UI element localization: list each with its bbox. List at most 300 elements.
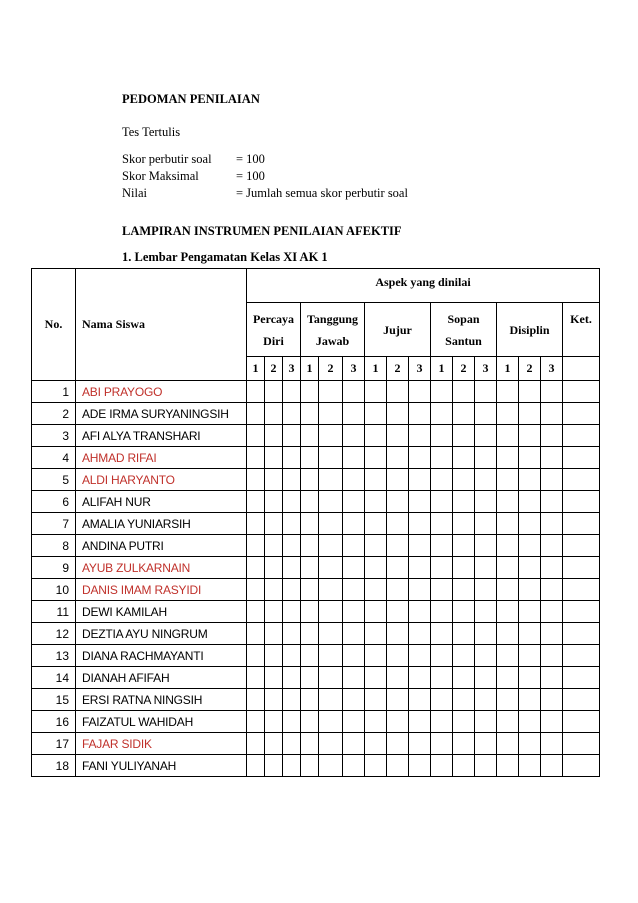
score-cell[interactable] — [453, 689, 475, 711]
score-cell[interactable] — [409, 601, 431, 623]
score-cell[interactable] — [453, 711, 475, 733]
score-cell[interactable] — [409, 535, 431, 557]
score-cell[interactable] — [497, 469, 519, 491]
score-cell[interactable] — [343, 425, 365, 447]
score-cell[interactable] — [301, 513, 319, 535]
score-cell[interactable] — [343, 491, 365, 513]
score-cell[interactable] — [541, 557, 563, 579]
score-cell[interactable] — [497, 755, 519, 777]
score-cell[interactable] — [409, 403, 431, 425]
score-cell[interactable] — [301, 491, 319, 513]
score-cell[interactable] — [319, 447, 343, 469]
score-cell[interactable] — [365, 491, 387, 513]
score-cell[interactable] — [265, 381, 283, 403]
score-cell[interactable] — [453, 513, 475, 535]
score-cell[interactable] — [343, 623, 365, 645]
score-cell[interactable] — [409, 557, 431, 579]
score-cell[interactable] — [541, 689, 563, 711]
score-cell[interactable] — [343, 645, 365, 667]
score-cell[interactable] — [247, 645, 265, 667]
score-cell[interactable] — [475, 711, 497, 733]
score-cell[interactable] — [409, 425, 431, 447]
table-row — [32, 469, 600, 491]
score-cell[interactable] — [453, 447, 475, 469]
row-number: 11 — [32, 601, 76, 623]
score-cell[interactable] — [283, 557, 301, 579]
ket-cell[interactable] — [563, 623, 600, 645]
score-cell[interactable] — [301, 469, 319, 491]
score-cell[interactable] — [247, 755, 265, 777]
score-cell[interactable] — [475, 535, 497, 557]
score-cell[interactable] — [387, 667, 409, 689]
score-cell[interactable] — [497, 623, 519, 645]
score-cell[interactable] — [343, 601, 365, 623]
score-cell[interactable] — [431, 733, 453, 755]
score-cell[interactable] — [283, 579, 301, 601]
score-cell[interactable] — [453, 733, 475, 755]
score-cell[interactable] — [519, 645, 541, 667]
score-cell[interactable] — [453, 667, 475, 689]
score-cell[interactable] — [265, 601, 283, 623]
score-cell[interactable] — [409, 579, 431, 601]
score-cell[interactable] — [301, 733, 319, 755]
score-cell[interactable] — [319, 403, 343, 425]
score-cell[interactable] — [387, 689, 409, 711]
score-cell[interactable] — [497, 425, 519, 447]
score-cell[interactable] — [497, 667, 519, 689]
score-cell[interactable] — [497, 733, 519, 755]
score-cell[interactable] — [387, 403, 409, 425]
score-cell[interactable] — [301, 579, 319, 601]
score-cell[interactable] — [319, 601, 343, 623]
score-cell[interactable] — [343, 469, 365, 491]
score-cell[interactable] — [409, 469, 431, 491]
score-cell[interactable] — [343, 557, 365, 579]
score-cell[interactable] — [283, 381, 301, 403]
score-cell[interactable] — [265, 469, 283, 491]
score-cell[interactable] — [365, 469, 387, 491]
score-cell[interactable] — [431, 447, 453, 469]
score-cell[interactable] — [301, 535, 319, 557]
score-cell[interactable] — [283, 491, 301, 513]
score-cell[interactable] — [431, 491, 453, 513]
score-cell[interactable] — [497, 491, 519, 513]
score-cell[interactable] — [497, 557, 519, 579]
score-cell[interactable] — [365, 513, 387, 535]
score-cell[interactable] — [541, 645, 563, 667]
score-cell[interactable] — [409, 733, 431, 755]
score-cell[interactable] — [497, 689, 519, 711]
score-cell[interactable] — [283, 447, 301, 469]
score-cell[interactable] — [387, 491, 409, 513]
score-label: 3 — [475, 357, 497, 381]
ket-cell[interactable] — [563, 513, 600, 535]
score-cell[interactable] — [387, 601, 409, 623]
score-cell[interactable] — [475, 689, 497, 711]
score-cell[interactable] — [265, 755, 283, 777]
score-cell[interactable] — [475, 601, 497, 623]
student-name: DIANAH AFIFAH — [76, 667, 247, 689]
ket-cell[interactable] — [563, 403, 600, 425]
ket-cell[interactable] — [563, 425, 600, 447]
score-cell[interactable] — [343, 513, 365, 535]
score-cell[interactable] — [519, 447, 541, 469]
score-cell[interactable] — [453, 491, 475, 513]
score-cell[interactable] — [453, 535, 475, 557]
score-cell[interactable] — [265, 579, 283, 601]
score-cell[interactable] — [541, 711, 563, 733]
ket-cell[interactable] — [563, 733, 600, 755]
score-cell[interactable] — [387, 447, 409, 469]
score-cell[interactable] — [453, 403, 475, 425]
score-cell[interactable] — [541, 623, 563, 645]
ket-cell[interactable] — [563, 535, 600, 557]
score-cell[interactable] — [283, 425, 301, 447]
score-cell[interactable] — [519, 469, 541, 491]
score-cell[interactable] — [453, 755, 475, 777]
score-cell[interactable] — [475, 645, 497, 667]
score-cell[interactable] — [247, 667, 265, 689]
score-cell[interactable] — [365, 403, 387, 425]
score-cell[interactable] — [365, 623, 387, 645]
score-cell[interactable] — [283, 733, 301, 755]
score-cell[interactable] — [497, 711, 519, 733]
score-cell[interactable] — [283, 513, 301, 535]
score-cell[interactable] — [409, 755, 431, 777]
score-cell[interactable] — [409, 645, 431, 667]
score-cell[interactable] — [365, 645, 387, 667]
score-cell[interactable] — [265, 733, 283, 755]
score-cell[interactable] — [319, 491, 343, 513]
score-cell[interactable] — [301, 403, 319, 425]
score-cell[interactable] — [519, 403, 541, 425]
score-cell[interactable] — [497, 403, 519, 425]
score-cell[interactable] — [301, 381, 319, 403]
table-row — [32, 733, 600, 755]
row-number: 9 — [32, 557, 76, 579]
score-cell[interactable] — [319, 381, 343, 403]
score-cell[interactable] — [343, 733, 365, 755]
score-cell[interactable] — [519, 667, 541, 689]
score-cell[interactable] — [387, 755, 409, 777]
score-cell[interactable] — [247, 601, 265, 623]
score-cell[interactable] — [283, 645, 301, 667]
score-cell[interactable] — [283, 403, 301, 425]
score-cell[interactable] — [409, 711, 431, 733]
score-cell[interactable] — [283, 667, 301, 689]
score-cell[interactable] — [265, 403, 283, 425]
score-cell[interactable] — [247, 733, 265, 755]
score-cell[interactable] — [519, 689, 541, 711]
score-cell[interactable] — [301, 645, 319, 667]
score-cell[interactable] — [519, 425, 541, 447]
score-cell[interactable] — [519, 513, 541, 535]
score-cell[interactable] — [541, 469, 563, 491]
score-cell[interactable] — [431, 579, 453, 601]
score-cell[interactable] — [519, 491, 541, 513]
score-cell[interactable] — [387, 381, 409, 403]
ket-cell[interactable] — [563, 689, 600, 711]
scoring-label-3: Nilai — [122, 186, 147, 200]
score-cell[interactable] — [387, 513, 409, 535]
score-cell[interactable] — [497, 579, 519, 601]
score-cell[interactable] — [365, 667, 387, 689]
score-cell[interactable] — [387, 733, 409, 755]
score-cell[interactable] — [431, 601, 453, 623]
score-cell[interactable] — [519, 579, 541, 601]
score-cell[interactable] — [247, 579, 265, 601]
score-cell[interactable] — [365, 579, 387, 601]
score-cell[interactable] — [431, 557, 453, 579]
score-cell[interactable] — [519, 623, 541, 645]
score-cell[interactable] — [541, 381, 563, 403]
score-cell[interactable] — [319, 711, 343, 733]
score-cell[interactable] — [431, 689, 453, 711]
score-cell[interactable] — [387, 425, 409, 447]
score-cell[interactable] — [431, 425, 453, 447]
score-cell[interactable] — [541, 733, 563, 755]
score-cell[interactable] — [319, 469, 343, 491]
score-cell[interactable] — [319, 623, 343, 645]
score-cell[interactable] — [497, 513, 519, 535]
score-cell[interactable] — [431, 645, 453, 667]
score-cell[interactable] — [319, 535, 343, 557]
ket-cell[interactable] — [563, 711, 600, 733]
ket-cell[interactable] — [563, 645, 600, 667]
score-cell[interactable] — [453, 601, 475, 623]
score-cell[interactable] — [519, 733, 541, 755]
score-cell[interactable] — [301, 601, 319, 623]
score-cell[interactable] — [453, 469, 475, 491]
score-cell[interactable] — [453, 557, 475, 579]
score-cell[interactable] — [365, 601, 387, 623]
score-cell[interactable] — [365, 711, 387, 733]
score-cell[interactable] — [265, 535, 283, 557]
score-cell[interactable] — [475, 733, 497, 755]
score-cell[interactable] — [475, 623, 497, 645]
score-cell[interactable] — [247, 711, 265, 733]
score-cell[interactable] — [343, 403, 365, 425]
score-cell[interactable] — [265, 667, 283, 689]
score-cell[interactable] — [431, 469, 453, 491]
score-cell[interactable] — [409, 689, 431, 711]
score-cell[interactable] — [431, 381, 453, 403]
score-cell[interactable] — [541, 755, 563, 777]
ket-cell[interactable] — [563, 469, 600, 491]
ket-cell[interactable] — [563, 491, 600, 513]
score-cell[interactable] — [475, 513, 497, 535]
score-cell[interactable] — [283, 469, 301, 491]
score-cell[interactable] — [247, 425, 265, 447]
score-cell[interactable] — [453, 381, 475, 403]
score-cell[interactable] — [497, 535, 519, 557]
score-cell[interactable] — [475, 579, 497, 601]
score-cell[interactable] — [247, 469, 265, 491]
score-cell[interactable] — [409, 381, 431, 403]
score-cell[interactable] — [365, 425, 387, 447]
score-cell[interactable] — [409, 447, 431, 469]
score-cell[interactable] — [265, 491, 283, 513]
score-cell[interactable] — [343, 755, 365, 777]
score-cell[interactable] — [475, 381, 497, 403]
score-label: 3 — [541, 357, 563, 381]
score-cell[interactable] — [343, 667, 365, 689]
score-cell[interactable] — [247, 557, 265, 579]
score-cell[interactable] — [247, 689, 265, 711]
score-cell[interactable] — [301, 447, 319, 469]
score-cell[interactable] — [431, 711, 453, 733]
score-cell[interactable] — [387, 535, 409, 557]
score-cell[interactable] — [343, 381, 365, 403]
score-cell[interactable] — [541, 601, 563, 623]
student-name: ERSI RATNA NINGSIH — [76, 689, 247, 711]
score-cell[interactable] — [409, 667, 431, 689]
score-cell[interactable] — [265, 557, 283, 579]
score-cell[interactable] — [247, 381, 265, 403]
score-cell[interactable] — [453, 579, 475, 601]
score-cell[interactable] — [319, 689, 343, 711]
score-cell[interactable] — [431, 667, 453, 689]
ket-cell[interactable] — [563, 381, 600, 403]
score-cell[interactable] — [519, 755, 541, 777]
score-cell[interactable] — [283, 601, 301, 623]
score-cell[interactable] — [475, 667, 497, 689]
score-cell[interactable] — [343, 447, 365, 469]
score-cell[interactable] — [453, 425, 475, 447]
score-cell[interactable] — [319, 513, 343, 535]
score-cell[interactable] — [365, 557, 387, 579]
score-cell[interactable] — [431, 535, 453, 557]
score-cell[interactable] — [541, 447, 563, 469]
score-cell[interactable] — [431, 403, 453, 425]
score-cell[interactable] — [343, 689, 365, 711]
score-cell[interactable] — [387, 645, 409, 667]
score-cell[interactable] — [387, 469, 409, 491]
row-number: 13 — [32, 645, 76, 667]
score-cell[interactable] — [387, 711, 409, 733]
score-cell[interactable] — [497, 601, 519, 623]
score-cell[interactable] — [519, 711, 541, 733]
score-cell[interactable] — [319, 579, 343, 601]
score-cell[interactable] — [541, 403, 563, 425]
score-cell[interactable] — [365, 447, 387, 469]
ket-cell[interactable] — [563, 755, 600, 777]
score-cell[interactable] — [301, 711, 319, 733]
score-cell[interactable] — [431, 755, 453, 777]
score-cell[interactable] — [387, 557, 409, 579]
score-cell[interactable] — [497, 447, 519, 469]
score-cell[interactable] — [265, 645, 283, 667]
score-cell[interactable] — [519, 601, 541, 623]
score-cell[interactable] — [475, 491, 497, 513]
score-cell[interactable] — [541, 535, 563, 557]
score-cell[interactable] — [409, 491, 431, 513]
score-cell[interactable] — [541, 513, 563, 535]
score-cell[interactable] — [343, 579, 365, 601]
score-cell[interactable] — [319, 645, 343, 667]
score-cell[interactable] — [365, 689, 387, 711]
score-cell[interactable] — [343, 535, 365, 557]
score-cell[interactable] — [319, 557, 343, 579]
score-cell[interactable] — [283, 755, 301, 777]
score-cell[interactable] — [301, 667, 319, 689]
score-cell[interactable] — [319, 755, 343, 777]
score-cell[interactable] — [365, 381, 387, 403]
row-number: 5 — [32, 469, 76, 491]
score-cell[interactable] — [431, 513, 453, 535]
score-cell[interactable] — [301, 623, 319, 645]
score-cell[interactable] — [247, 623, 265, 645]
ket-cell[interactable] — [563, 667, 600, 689]
score-cell[interactable] — [265, 447, 283, 469]
score-cell[interactable] — [301, 689, 319, 711]
score-cell[interactable] — [475, 557, 497, 579]
score-cell[interactable] — [541, 425, 563, 447]
ket-cell[interactable] — [563, 557, 600, 579]
score-cell[interactable] — [453, 645, 475, 667]
score-cell[interactable] — [319, 733, 343, 755]
score-cell[interactable] — [541, 667, 563, 689]
score-cell[interactable] — [519, 535, 541, 557]
ket-cell[interactable] — [563, 579, 600, 601]
score-cell[interactable] — [409, 623, 431, 645]
score-cell[interactable] — [265, 425, 283, 447]
score-cell[interactable] — [365, 755, 387, 777]
score-cell[interactable] — [519, 381, 541, 403]
score-cell[interactable] — [301, 557, 319, 579]
score-cell[interactable] — [541, 491, 563, 513]
score-cell[interactable] — [387, 579, 409, 601]
score-cell[interactable] — [475, 469, 497, 491]
score-cell[interactable] — [497, 381, 519, 403]
ket-cell[interactable] — [563, 447, 600, 469]
score-cell[interactable] — [283, 711, 301, 733]
score-cell[interactable] — [497, 645, 519, 667]
aspect-line: Diri — [263, 333, 284, 348]
score-cell[interactable] — [409, 513, 431, 535]
score-cell[interactable] — [301, 755, 319, 777]
score-cell[interactable] — [475, 755, 497, 777]
score-cell[interactable] — [319, 667, 343, 689]
score-cell[interactable] — [247, 403, 265, 425]
score-cell[interactable] — [283, 535, 301, 557]
score-cell[interactable] — [265, 513, 283, 535]
ket-cell[interactable] — [563, 601, 600, 623]
score-cell[interactable] — [453, 623, 475, 645]
score-cell[interactable] — [247, 491, 265, 513]
score-cell[interactable] — [247, 513, 265, 535]
score-cell[interactable] — [365, 733, 387, 755]
score-cell[interactable] — [301, 425, 319, 447]
score-cell[interactable] — [247, 447, 265, 469]
score-cell[interactable] — [431, 623, 453, 645]
score-cell[interactable] — [475, 425, 497, 447]
score-cell[interactable] — [247, 535, 265, 557]
score-cell[interactable] — [475, 403, 497, 425]
score-cell[interactable] — [265, 623, 283, 645]
score-cell[interactable] — [343, 711, 365, 733]
score-cell[interactable] — [265, 711, 283, 733]
score-cell[interactable] — [283, 689, 301, 711]
score-cell[interactable] — [475, 447, 497, 469]
score-cell[interactable] — [319, 425, 343, 447]
score-cell[interactable] — [387, 623, 409, 645]
score-cell[interactable] — [283, 623, 301, 645]
score-cell[interactable] — [365, 535, 387, 557]
score-cell[interactable] — [541, 579, 563, 601]
score-cell[interactable] — [519, 557, 541, 579]
score-cell[interactable] — [265, 689, 283, 711]
